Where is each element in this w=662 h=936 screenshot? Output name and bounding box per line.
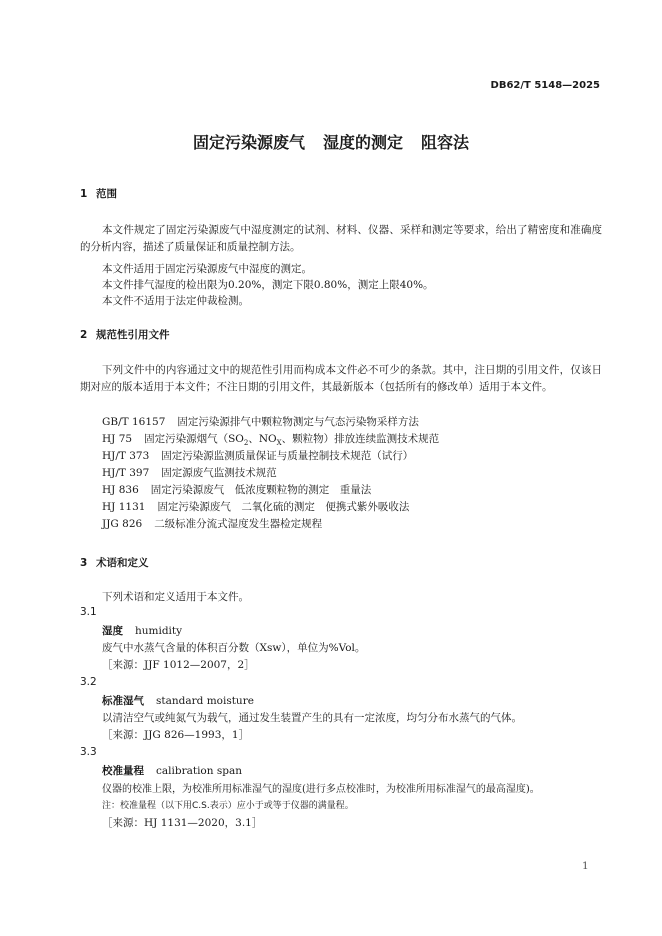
term-source: ［来源：HJ 1131—2020，3.1］ — [102, 817, 263, 829]
reference-item — [102, 448, 413, 463]
page-number: 1 — [582, 860, 589, 872]
reference-code: JJG 826 — [102, 518, 143, 530]
term-name — [102, 623, 182, 638]
reference-item — [102, 431, 439, 447]
reference-title: 固定污染源烟气（$SO_2$、$NO_X$、颗粒物）排放连续监测技术规范 — [144, 433, 440, 448]
term-definition: 废气中水蒸气含量的体积百分数（Xsw），单位为%Vol。 — [102, 642, 366, 654]
title-part-2: 湿度的测定 — [322, 133, 403, 152]
reference-item — [102, 482, 371, 497]
term-name — [102, 693, 254, 708]
term-name-zh: 湿度 — [102, 625, 123, 637]
term-source: ［来源：JJF 1012—2007，2］ — [102, 659, 255, 671]
section-2-paragraph: 下列文件中的内容通过文中的规范性引用而构成本文件必不可少的条款。其中，注日期的引用文件，仅该日期对应的版本适用于本文件；不注日期的引用文件，其最新版本（包括所有的修改单）适用于本文件。 — [80, 364, 602, 393]
title-part-1: 固定污染源废气 — [192, 133, 305, 152]
reference-code: HJ 836 — [102, 484, 139, 496]
section-title: 术语和定义 — [96, 557, 149, 569]
reference-title: 固定源废气监测技术规范 — [161, 467, 277, 479]
reference-code: HJ 75 — [102, 433, 133, 445]
title-part-3: 阻容法 — [421, 133, 470, 152]
section-number: 1 — [80, 188, 88, 200]
section-1-line-4: 本文件不适用于法定仲裁检测。 — [102, 295, 249, 307]
reference-title: 二级标准分流式湿度发生器检定规程 — [154, 518, 323, 530]
reference-item — [102, 499, 409, 514]
reference-code: HJ/T 397 — [102, 467, 150, 479]
section-1-line-3: 本文件排气湿度的检出限为0.20%，测定下限0.80%，测定上限40%。 — [102, 279, 434, 291]
section-3-intro: 下列术语和定义适用于本文件。 — [102, 591, 249, 603]
term-number: 3.1 — [80, 606, 97, 618]
term-source: ［来源：JJG 826—1993，1］ — [102, 729, 250, 741]
section-number: 2 — [80, 329, 88, 341]
reference-title: 固定污染源监测质量保证与质量控制技术规范（试行） — [161, 450, 414, 462]
reference-item — [102, 516, 322, 531]
section-title: 规范性引用文件 — [96, 329, 170, 341]
reference-code: GB/T 16157 — [102, 416, 166, 428]
section-2-heading — [80, 327, 170, 342]
term-name-zh: 标准湿气 — [102, 695, 144, 707]
reference-title: 固定污染源排气中颗粒物测定与气态污染物采样方法 — [177, 416, 419, 428]
term-definition: 仪器的校准上限，为校准所用标准湿气的湿度(进行多点校准时，为校准所用标准湿气的最高湿度)。 — [102, 784, 540, 795]
section-1-heading — [80, 186, 117, 201]
term-number: 3.3 — [80, 746, 97, 758]
section-1-line-2: 本文件适用于固定污染源废气中湿度的测定。 — [102, 263, 312, 275]
section-title: 范围 — [96, 188, 117, 200]
term-name-zh: 校准量程 — [102, 765, 144, 777]
reference-title: 固定污染源废气 二氧化硫的测定 便携式紫外吸收法 — [157, 501, 410, 513]
document-id: DB62/T 5148—2025 — [490, 80, 600, 91]
section-3-heading — [80, 555, 149, 570]
term-name-en: calibration span — [156, 765, 242, 777]
reference-item — [102, 465, 277, 480]
term-name — [102, 763, 242, 778]
term-name-en: humidity — [135, 625, 183, 637]
term-definition: 以清洁空气或纯氮气为载气，通过发生装置产生的具有一定浓度，均匀分布水蒸气的气体。 — [102, 712, 522, 724]
term-note: 注：校准量程（以下用C.S.表示）应小于或等于仪器的满量程。 — [102, 801, 354, 811]
reference-code: HJ 1131 — [102, 501, 146, 513]
term-number: 3.2 — [80, 676, 97, 688]
reference-title: 固定污染源废气 低浓度颗粒物的测定 重量法 — [150, 484, 372, 496]
section-1-paragraph: 本文件规定了固定污染源废气中湿度测定的试剂、材料、仪器、采样和测定等要求，给出了精密度和准确度的分析内容，描述了质量保证和质量控制方法。 — [80, 224, 602, 253]
section-number: 3 — [80, 557, 88, 569]
reference-item — [102, 414, 419, 429]
document-title — [0, 130, 662, 153]
reference-code: HJ/T 373 — [102, 450, 150, 462]
term-name-en: standard moisture — [156, 695, 254, 707]
